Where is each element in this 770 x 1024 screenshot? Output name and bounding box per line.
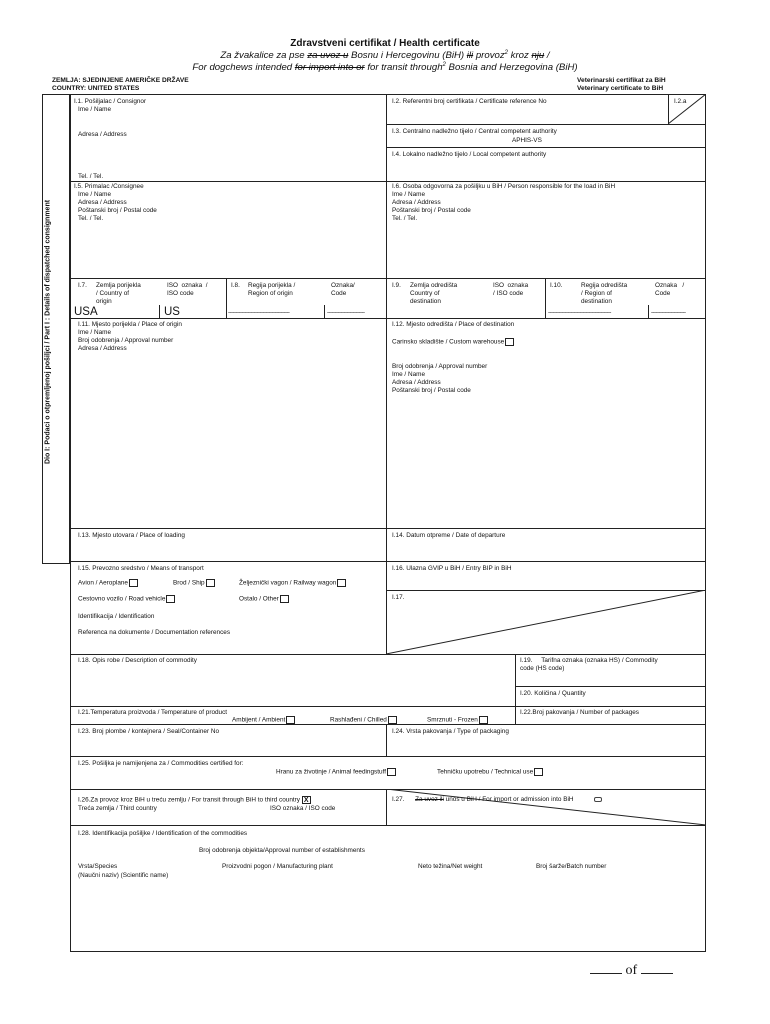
region-destination-dashes: ------------------------------------------ <box>548 310 611 316</box>
customs-warehouse-checkbox[interactable] <box>505 338 514 346</box>
box-i28-manufacturing-plant: Proizvodni pogon / Manufacturing plant <box>222 863 333 870</box>
other-transport-checkbox[interactable] <box>280 595 289 603</box>
box-i1-consignor: I.1. Pošiljalac / Consignor <box>74 98 147 105</box>
box-i4-local-authority[interactable]: I.4. Lokalno nadležno tijelo / Local competent authority <box>392 151 547 158</box>
transport-railway: Željeznički vagon / Railway wagon <box>239 579 346 588</box>
certificate-subtitle-en: For dogchews intended for import into or for transit through$^2$ Bosnia and Herzegovina (BiH) <box>192 61 578 73</box>
box-i5-address[interactable]: Adresa / Address <box>78 199 127 206</box>
box-i11-approval[interactable]: Broj odobrenja / Approval number <box>78 337 174 344</box>
box-i2-reference[interactable]: I.2. Referentni broj certifikata / Certificate reference No <box>392 98 547 105</box>
railway-checkbox[interactable] <box>337 579 346 587</box>
box-i17-diagonal <box>386 590 706 654</box>
box-i12-postal[interactable]: Poštanski broj / Postal code <box>392 387 471 394</box>
vet-cert-label-bs: Veterinarski certifikat za BiH <box>577 77 666 84</box>
certified-animal-feed: Hranu za životinje / Animal feedingstuff <box>276 768 396 777</box>
box-i12-customs-warehouse: Carinsko skladište / Custom warehouse <box>392 338 514 347</box>
box-i12-name[interactable]: Ime / Name <box>392 371 426 378</box>
box-i14-date-departure[interactable]: I.14. Datum otpreme / Date of departure <box>392 532 506 539</box>
frozen-checkbox[interactable] <box>479 716 488 724</box>
box-i13-place-loading[interactable]: I.13. Mjesto utovara / Place of loading <box>78 532 185 539</box>
box-i6-tel[interactable]: Tel. / Tel. <box>392 215 418 222</box>
box-i7-country-origin: Zemlja porijekla / Country of origin <box>96 282 141 305</box>
box-i23-seal-container[interactable]: I.23. Broj plombe / kontejnera / Seal/Container No <box>78 728 220 735</box>
transport-other: Ostalo / Other <box>239 595 289 604</box>
box-i8-code: Oznaka/ Code <box>331 282 355 297</box>
box-i22-packages[interactable]: I.22.Broj pakovanja / Number of packages <box>520 709 640 716</box>
box-i28-approval-establishments: Broj odobrenja objekta/Approval number of establishments <box>199 847 365 854</box>
box-i28-net-weight: Neto težina/Net weight <box>418 863 483 870</box>
temperature-frozen: Smrznuti - Frozen <box>427 716 488 725</box>
box-i6-responsible-person: I.6. Osoba odgovorna za pošiljku u BiH / Person responsible for the load in BiH <box>392 183 616 190</box>
ship-checkbox[interactable] <box>206 579 215 587</box>
box-i18-description[interactable]: I.18. Opis robe / Description of commodity <box>78 657 197 664</box>
animal-feed-checkbox[interactable] <box>387 768 396 776</box>
box-i12-approval[interactable]: Broj odobrenja / Approval number <box>392 363 488 370</box>
box-i6-postal[interactable]: Poštanski broj / Postal code <box>392 207 471 214</box>
vet-cert-label-en: Veterinary certificate to BiH <box>577 85 664 92</box>
temperature-chilled: Rashlađeni / Chilled <box>330 716 397 725</box>
country-line-en: COUNTRY: UNITED STATES <box>52 85 140 92</box>
page-number: of <box>590 962 673 980</box>
box-i28-batch-number: Broj šarže/Batch number <box>536 863 607 870</box>
region-origin-dashes: ----------------------------------------- <box>228 310 290 316</box>
box-i19-commodity-code[interactable]: I.19. Tarifna oznaka (oznaka HS) / Commodity code (HS code) <box>520 657 658 672</box>
page-current-blank[interactable] <box>590 962 622 974</box>
box-i2a-label: I.2.a <box>674 98 687 105</box>
ambient-checkbox[interactable] <box>286 716 295 724</box>
box-i11-place-origin: I.11. Mjesto porijekla / Place of origin <box>78 321 182 328</box>
box-i28-scientific-name: (Naučni naziv) (Scientific name) <box>78 872 169 879</box>
box-i17-number: I.17. <box>392 594 405 601</box>
box-i27-import: I.27. Za uvoz ili unos u BiH / For import or admission into BiH <box>392 796 602 804</box>
box-i9-iso-code: ISO oznaka / ISO code <box>493 282 529 297</box>
box-i6-name[interactable]: Ime / Name <box>392 191 426 198</box>
box-i1-address[interactable]: Adresa / Address <box>78 131 127 138</box>
box-i7-number: I.7. <box>78 282 87 289</box>
transport-ship: Brod / Ship <box>173 579 215 588</box>
box-i9-number: I.9. <box>392 282 401 289</box>
box-i25-certified-for: I.25. Pošiljka je namijenjena za / Commodities certified for: <box>78 760 244 767</box>
box-i24-packaging-type[interactable]: I.24. Vrsta pakovanja / Type of packaging <box>392 728 509 735</box>
box-i26-iso-code[interactable]: ISO oznaka / ISO code <box>270 805 336 812</box>
box-i5-name[interactable]: Ime / Name <box>78 191 112 198</box>
transport-identification[interactable]: Identifikacija / Identification <box>78 613 155 620</box>
aeroplane-checkbox[interactable] <box>129 579 138 587</box>
road-vehicle-checkbox[interactable] <box>166 595 175 603</box>
box-i20-quantity[interactable]: I.20. Količina / Quantity <box>520 690 586 697</box>
box-i8-number: I.8. <box>231 282 240 289</box>
box-i5-tel[interactable]: Tel. / Tel. <box>78 215 104 222</box>
transit-checkbox-checked[interactable]: X <box>302 796 311 804</box>
box-i9-country-destination: Zemlja odredišta Country of destination <box>410 282 458 305</box>
box-i21-temperature: I.21.Temperatura proizvoda / Temperature of product <box>78 709 228 716</box>
transport-aeroplane: Avion / Aeroplane <box>78 579 138 588</box>
box-i5-postal[interactable]: Poštanski broj / Postal code <box>78 207 157 214</box>
import-checkbox[interactable] <box>594 797 602 802</box>
certificate-title: Zdravstveni certifikat / Health certificate <box>290 38 480 49</box>
transport-road: Cestovno vozilo / Road vehicle <box>78 595 175 604</box>
transport-doc-references[interactable]: Referenca na dokumente / Documentation references <box>78 629 231 636</box>
box-i10-code: Oznaka / Code <box>655 282 685 297</box>
destination-code-dashes: ----------------------- <box>651 310 686 316</box>
certificate-subtitle-bs: Za žvakalice za pse za uvoz u Bosnu i Hercegovinu (BiH) ili provoz$^2$ kroz nju / <box>220 49 550 61</box>
box-i3-value[interactable]: APHIS-VS <box>512 137 542 144</box>
certified-technical-use: Tehničku upotrebu / Technical use <box>437 768 543 777</box>
country-line-bs: ZEMLJA: SJEDINJENE AMERIČKE DRŽAVE <box>52 77 189 84</box>
box-i15-transport: I.15. Prevozno sredstvo / Means of transport <box>78 565 204 572</box>
region-code-dashes: ------------------------- <box>327 310 365 316</box>
box-i3-central-authority: I.3. Centralno nadležno tijelo / Central competent authority <box>392 128 557 135</box>
box-i10-number: I.10. <box>550 282 563 289</box>
box-i7-iso-code: ISO oznaka / ISO code <box>167 282 208 297</box>
box-i12-place-destination: I.12. Mjesto odredišta / Place of destination <box>392 321 515 328</box>
box-i6-address[interactable]: Adresa / Address <box>392 199 441 206</box>
box-i1-tel[interactable]: Tel. / Tel. <box>78 173 104 180</box>
box-i26-transit: I.26.Za provoz kroz BiH u treću zemlju / For transit through BiH to third country X <box>78 796 311 805</box>
temperature-ambient: Ambijent / Ambient <box>232 716 295 725</box>
origin-country-value[interactable]: USA <box>74 306 98 318</box>
box-i1-name[interactable]: Ime / Name <box>78 106 112 113</box>
box-i8-region-origin: Regija porijekla / Region of origin <box>248 282 296 297</box>
page-total-blank[interactable] <box>641 962 673 974</box>
box-i10-region-destination: Regija odredišta / Region of destination <box>581 282 628 305</box>
box-i27-diagonal <box>386 789 706 825</box>
box-i26-third-country[interactable]: Treća zemlja / Third country <box>78 805 157 812</box>
chilled-checkbox[interactable] <box>388 716 397 724</box>
center-divider <box>386 94 387 654</box>
box-i28-species: Vrsta/Species <box>78 863 118 870</box>
box-i12-address[interactable]: Adresa / Address <box>392 379 441 386</box>
box-i11-name[interactable]: Ime / Name <box>78 329 112 336</box>
part-one-side-label: Dio I: Podaci o otpremljenoj pošiljci / Part I : Details of dispatched consignment <box>44 199 52 465</box>
box-i28-identification: I.28. Identifikacija pošiljke / Identification of the commodities <box>78 830 248 837</box>
box-i16-entry-bip[interactable]: I.16. Ulazna GVIP u BiH / Entry BIP in BiH <box>392 565 512 572</box>
technical-use-checkbox[interactable] <box>534 768 543 776</box>
origin-iso-value[interactable]: US <box>164 306 180 318</box>
box-i5-consignee: I.5. Primalac /Consignee <box>74 183 144 190</box>
box-i11-address[interactable]: Adresa / Address <box>78 345 127 352</box>
